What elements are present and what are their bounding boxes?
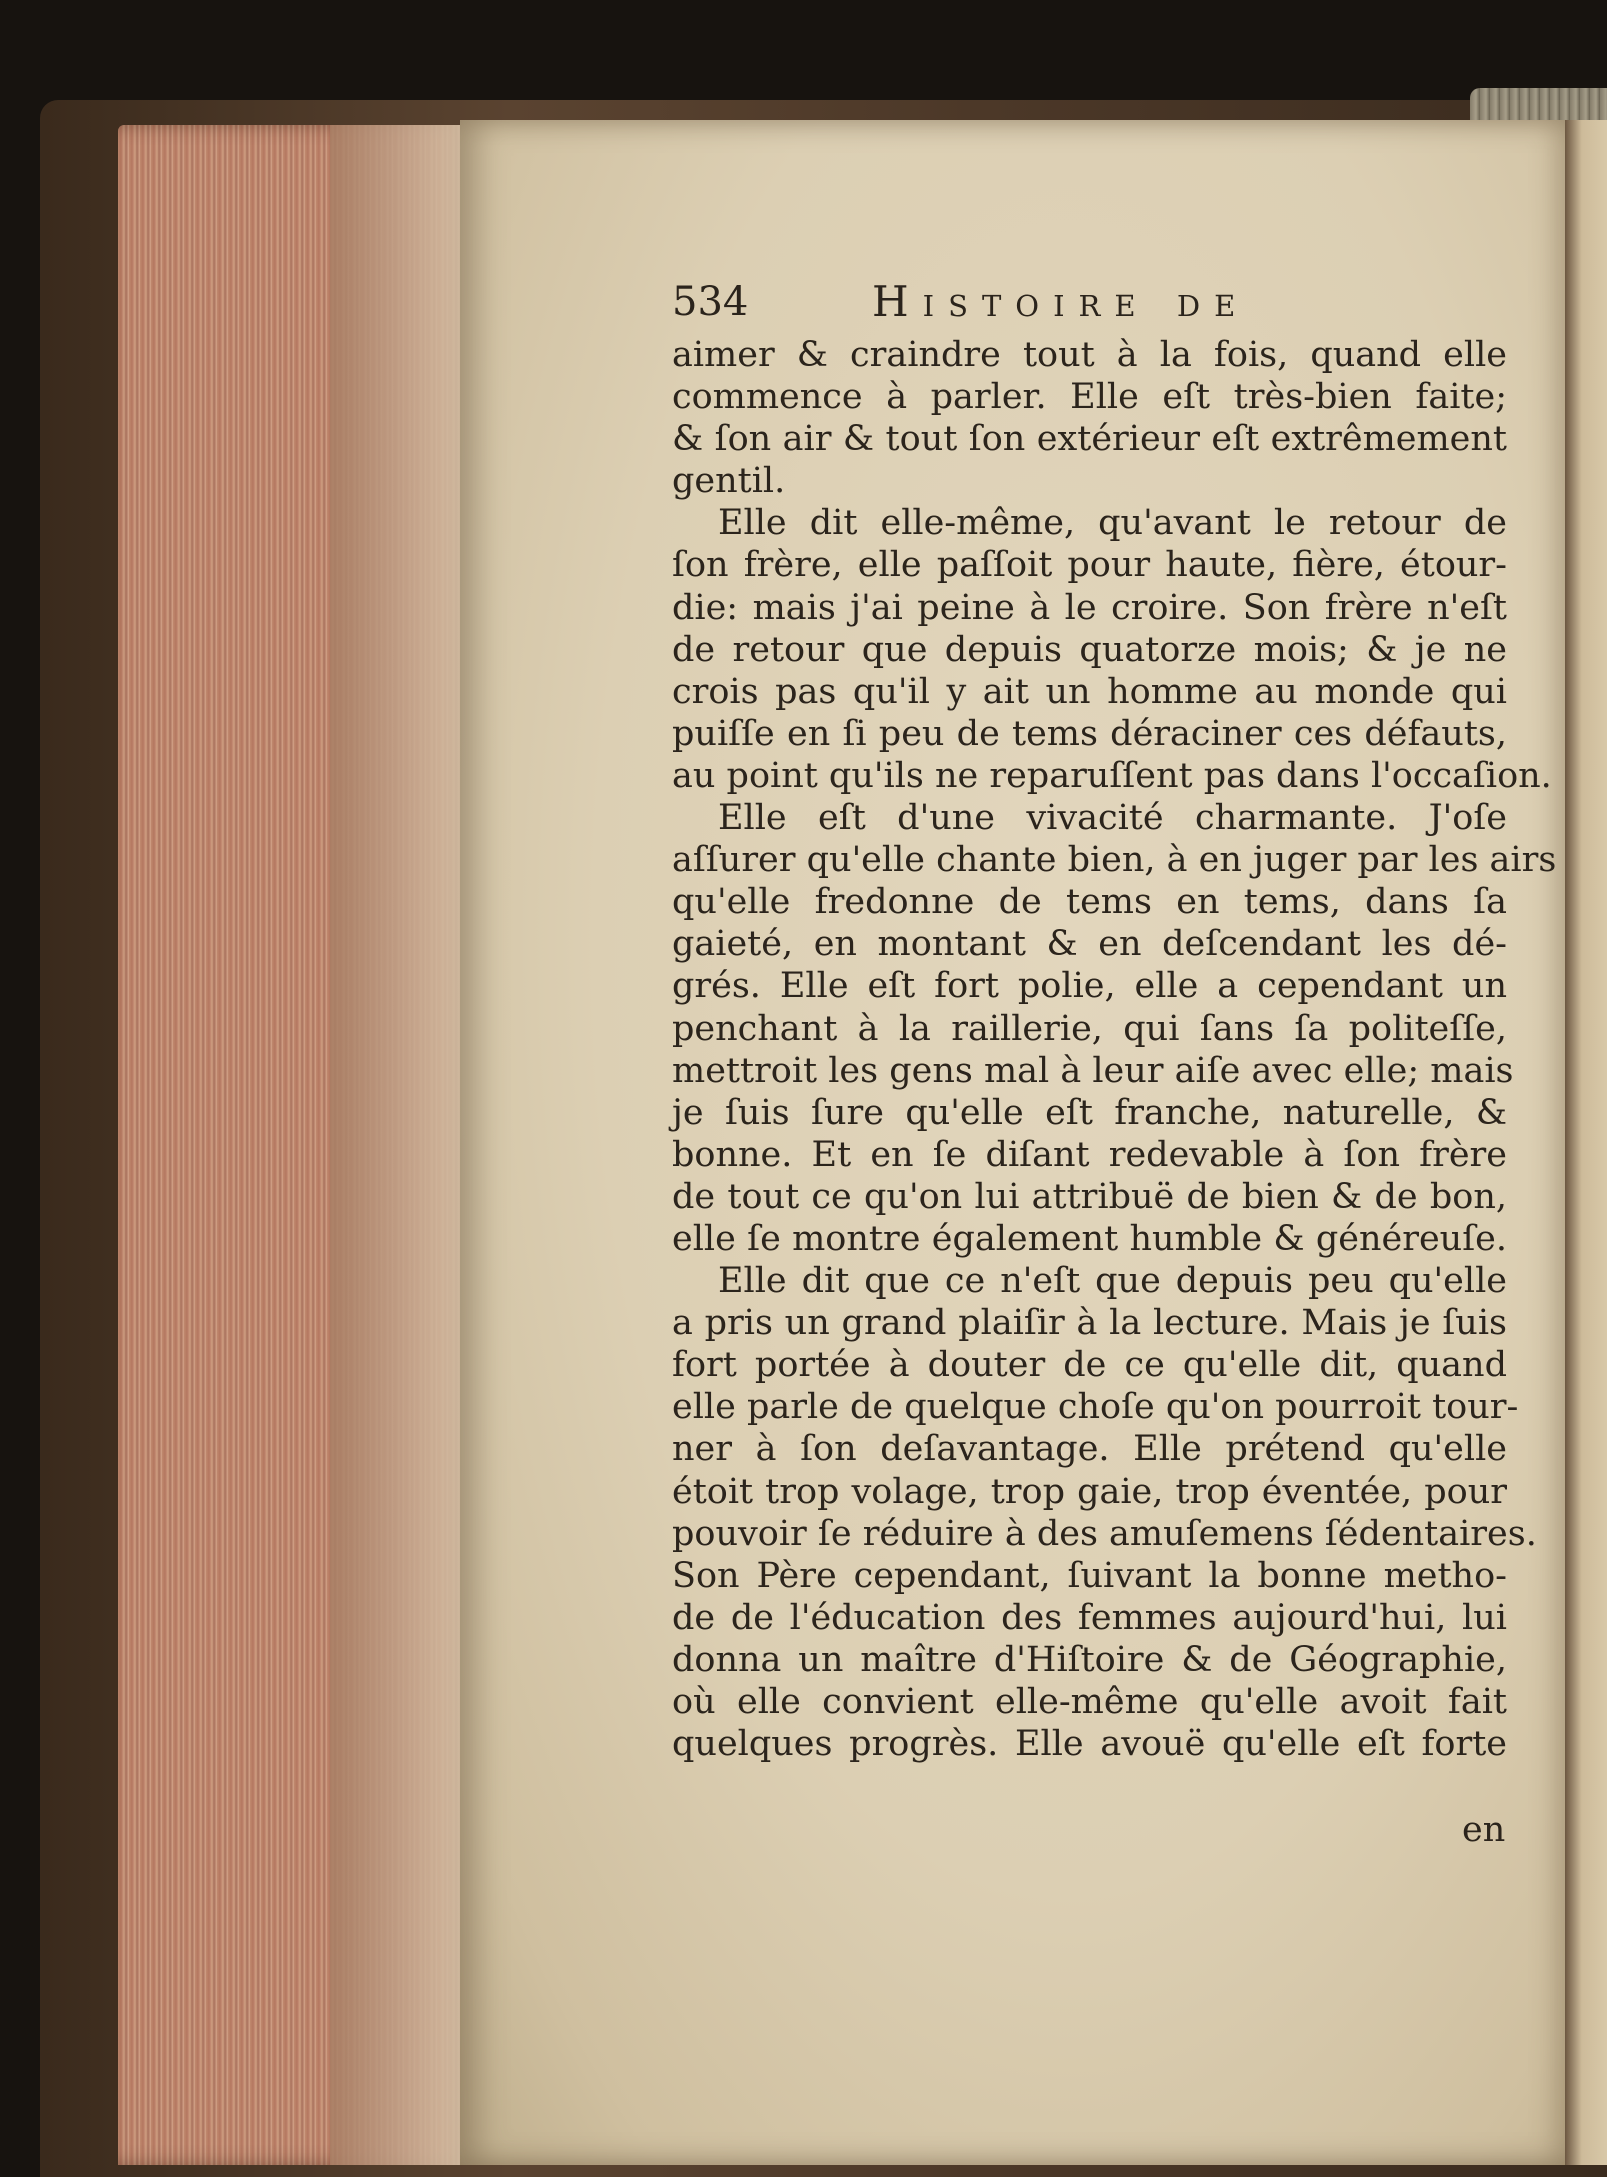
text-line: a pris un grand plaiſir à la lecture. Mais je ſuis (672, 1303, 1507, 1344)
text-line: bonne. Et en ſe diſant redevable à ſon frère (672, 1134, 1507, 1175)
page-edges-shadow (330, 125, 465, 2165)
text-line: qu'elle fredonne de tems en tems, dans ſa (672, 882, 1507, 923)
text-line: de de l'éducation des femmes aujourd'hui, lui (672, 1597, 1507, 1638)
text-line: étoit trop volage, trop gaie, trop éventée, pour (672, 1471, 1507, 1512)
text-line: fort portée à douter de ce qu'elle dit, quand (672, 1345, 1507, 1386)
page-number: 534 (672, 279, 749, 325)
text-line: de retour que depuis quatorze mois; & je ne (672, 629, 1507, 670)
text-line: où elle convient elle-même qu'elle avoit fait (672, 1682, 1507, 1722)
text-line: gaieté, en montant & en deſcendant les dé- (672, 924, 1507, 965)
text-line: quelques progrès. Elle avouë qu'elle eſt forte (672, 1724, 1507, 1765)
text-line: ſon frère, elle paſſoit pour haute, fière, étour- (672, 545, 1507, 586)
text-block (672, 270, 1557, 1850)
text-line: grés. Elle eſt fort polie, elle a cependant un (672, 966, 1507, 1007)
text-line: pouvoir ſe réduire à des amuſemens ſédentaires. (672, 1513, 1537, 1554)
text-line: Son Père cependant, ſuivant la bonne metho- (672, 1555, 1507, 1596)
catchword: en (1462, 1810, 1506, 1850)
text-line: ner à ſon deſavantage. Elle prétend qu'elle (672, 1429, 1507, 1470)
running-head (672, 270, 1507, 334)
text-line: & ſon air & tout ſon extérieur eſt extrêmement (672, 419, 1507, 460)
text-line: donna un maître d'Hiſtoire & de Géographie, (672, 1639, 1507, 1680)
running-title: Histoire de (872, 277, 1250, 326)
text-line: elle parle de quelque choſe qu'on pourroit tour- (672, 1387, 1519, 1428)
text-line: aſſurer qu'elle chante bien, à en juger par les airs (672, 840, 1557, 881)
text-line: de tout ce qu'on lui attribuë de bien & de bon, (672, 1176, 1507, 1217)
text-line: aimer & craindre tout à la fois, quand elle (672, 335, 1507, 375)
text-line: crois pas qu'il y ait un homme au monde qui (672, 671, 1507, 712)
text-line: penchant à la raillerie, qui ſans ſa politeſſe, (672, 1008, 1507, 1049)
text-line: au point qu'ils ne reparuſſent pas dans l'occaſion. (672, 755, 1552, 796)
facing-page-edge (1565, 120, 1607, 2165)
text-line: Elle dit que ce n'eſt que depuis peu qu'elle (718, 1261, 1507, 1302)
text-line: Elle dit elle-même, qu'avant le retour de (718, 503, 1507, 544)
text-line: je ſuis ſure qu'elle eſt franche, naturelle, & (672, 1092, 1507, 1133)
text-line: elle ſe montre également humble & généreuſe. (672, 1218, 1507, 1259)
text-line: commence à parler. Elle eſt très-bien faite; (672, 377, 1507, 418)
text-line: puiſſe en ſi peu de tems déraciner ces défauts, (672, 713, 1507, 754)
text-line: gentil. (672, 461, 786, 502)
text-line: die: mais j'ai peine à le croire. Son frère n'eſt (672, 587, 1507, 628)
text-line: mettroit les gens mal à leur aiſe avec elle; mais (672, 1050, 1514, 1091)
text-line: Elle eſt d'une vivacité charmante. J'oſe (718, 798, 1507, 839)
